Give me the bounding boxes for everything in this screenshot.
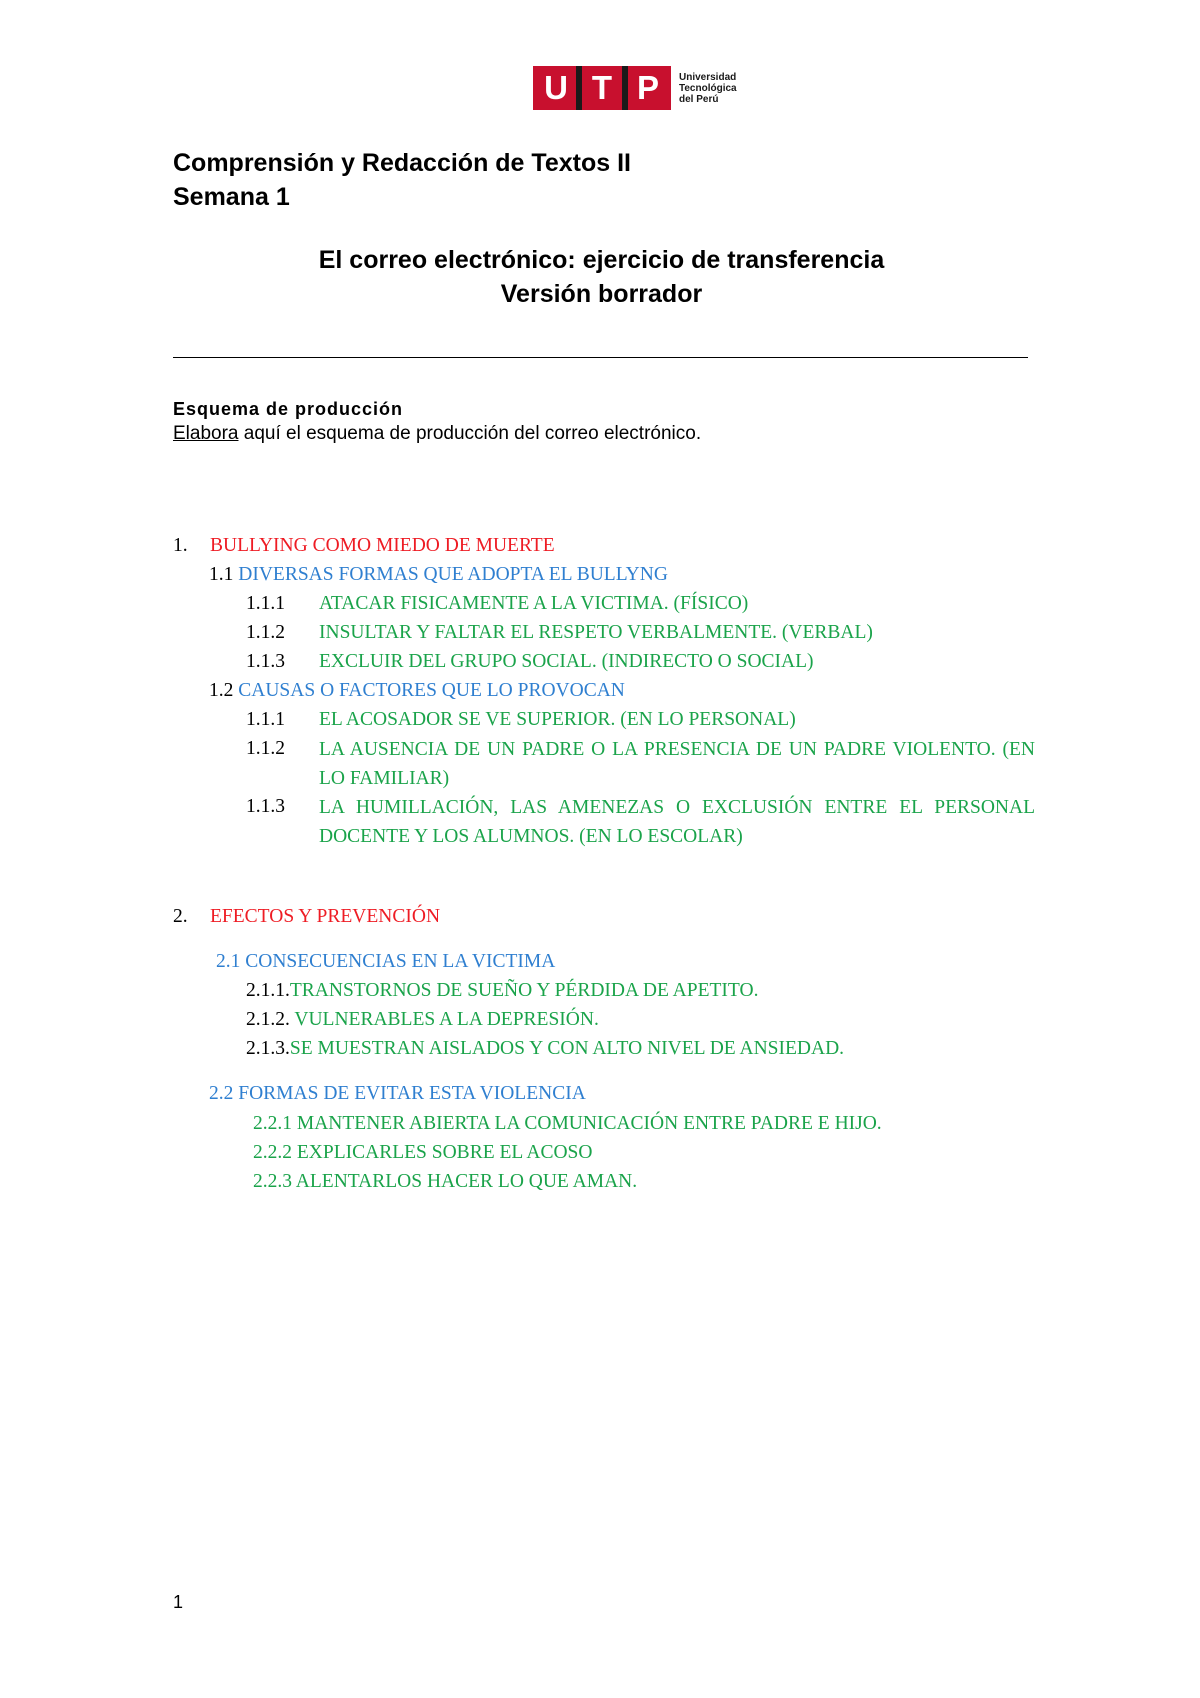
- outline-text: SE MUESTRAN AISLADOS Y CON ALTO NIVEL DE ANSIEDAD.: [289, 1038, 845, 1059]
- outline-text: BULLYING COMO MIEDO DE MUERTE: [210, 535, 555, 556]
- outline-number: 2.1.2.: [246, 1009, 290, 1030]
- outline-item-2-2-3: 2.2.3 ALENTARLOS HACER LO QUE AMAN.: [253, 1171, 638, 1192]
- logo-wordmark: [679, 72, 737, 105]
- logo-text-line: Universidad: [679, 71, 737, 83]
- week-title: Semana 1: [173, 183, 290, 211]
- instruction-rest: aquí el esquema de producción del correo electrónico.: [238, 423, 702, 444]
- outline-number: 2.1.1.: [246, 980, 290, 1001]
- utp-logo: [533, 66, 737, 110]
- outline-item-2-1-2: [246, 1006, 599, 1034]
- outline-number: 1.1.2: [246, 738, 285, 759]
- outline-text: EXCLUIR DEL GRUPO SOCIAL. (INDIRECTO O SOCIAL): [319, 651, 814, 672]
- outline-number: 1.2: [209, 680, 234, 701]
- outline-item-1-2-1: [246, 706, 796, 734]
- logo-mark: [533, 66, 671, 110]
- outline-item-1-1-1: [246, 590, 749, 618]
- outline-text: EL ACOSADOR SE VE SUPERIOR. (EN LO PERSONAL): [319, 709, 796, 730]
- horizontal-rule: [173, 357, 1028, 358]
- logo-letter-t: T: [591, 69, 613, 106]
- logo-text-line: del Perú: [679, 93, 719, 105]
- outline-text: CAUSAS O FACTORES QUE LO PROVOCAN: [238, 680, 625, 701]
- outline-number: 1.1.3: [246, 651, 285, 672]
- outline-number: 1.1.1: [246, 593, 285, 614]
- outline-number: 1.1: [209, 564, 234, 585]
- outline-item-2-1: 2.1 CONSECUENCIAS EN LA VICTIMA: [216, 951, 556, 972]
- outline-item-1-2: [209, 677, 625, 705]
- outline-text: INSULTAR Y FALTAR EL RESPETO VERBALMENTE. (VERBAL): [319, 622, 873, 643]
- outline-item-2-2: 2.2 FORMAS DE EVITAR ESTA VIOLENCIA: [209, 1083, 586, 1104]
- outline-number: 1.1.2: [246, 622, 285, 643]
- outline-number: 1.: [173, 535, 188, 556]
- outline-item-1-1-2: [246, 619, 873, 647]
- outline-number: 1.1.3: [246, 796, 285, 817]
- outline-item-2-1-3: [246, 1035, 844, 1063]
- document-subtitle: Versión borrador: [500, 280, 703, 308]
- logo-letter-p: P: [636, 69, 659, 106]
- outline-item-1-2-3-text: LA HUMILLACIÓN, LAS AMENEZAS O EXCLUSIÓN ENTRE EL PERSONAL DOCENTE Y LOS ALUMNOS. (EN LO ESCOLAR): [319, 797, 1035, 847]
- page-number: 1: [173, 1592, 184, 1612]
- logo-letter-u: U: [544, 69, 568, 106]
- instruction-underlined: Elabora: [173, 423, 239, 444]
- outline-item-1-2-3-number: [246, 793, 285, 821]
- instruction-text: [173, 422, 701, 446]
- logo-text-line: Tecnológica: [679, 82, 737, 94]
- outline-item-2-1-1: [246, 977, 758, 1005]
- outline-number: 2.: [173, 906, 188, 927]
- outline-text: ATACAR FISICAMENTE A LA VICTIMA. (FÍSICO): [319, 593, 749, 614]
- outline-item-1-1-3: [246, 648, 814, 676]
- section-heading: Esquema de producción: [173, 399, 404, 419]
- outline-number: 1.1.1: [246, 709, 285, 730]
- outline-text: TRANSTORNOS DE SUEÑO Y PÉRDIDA DE APETITO.: [289, 980, 759, 1001]
- logo-separator: [576, 66, 582, 110]
- course-title: Comprensión y Redacción de Textos II: [173, 149, 631, 177]
- outline-item-2-2-1: 2.2.1 MANTENER ABIERTA LA COMUNICACIÓN ENTRE PADRE E HIJO.: [253, 1113, 882, 1134]
- outline-item-1: [173, 532, 555, 560]
- outline-item-1-2-2-text: LA AUSENCIA DE UN PADRE O LA PRESENCIA DE UN PADRE VIOLENTO. (EN LO FAMILIAR): [319, 739, 1035, 789]
- outline-text: EFECTOS Y PREVENCIÓN: [210, 906, 441, 927]
- logo-separator: [622, 66, 628, 110]
- outline-item-2-2-2: 2.2.2 EXPLICARLES SOBRE EL ACOSO: [253, 1142, 593, 1163]
- outline-item-2: [173, 903, 441, 931]
- outline-text: VULNERABLES A LA DEPRESIÓN.: [289, 1009, 599, 1030]
- outline-item-1-1: [209, 561, 668, 589]
- document-title: El correo electrónico: ejercicio de transferencia: [318, 246, 885, 274]
- outline-number: 2.1.3.: [246, 1038, 290, 1059]
- outline-item-1-2-2-number: [246, 735, 285, 763]
- outline-text: DIVERSAS FORMAS QUE ADOPTA EL BULLYNG: [238, 564, 668, 585]
